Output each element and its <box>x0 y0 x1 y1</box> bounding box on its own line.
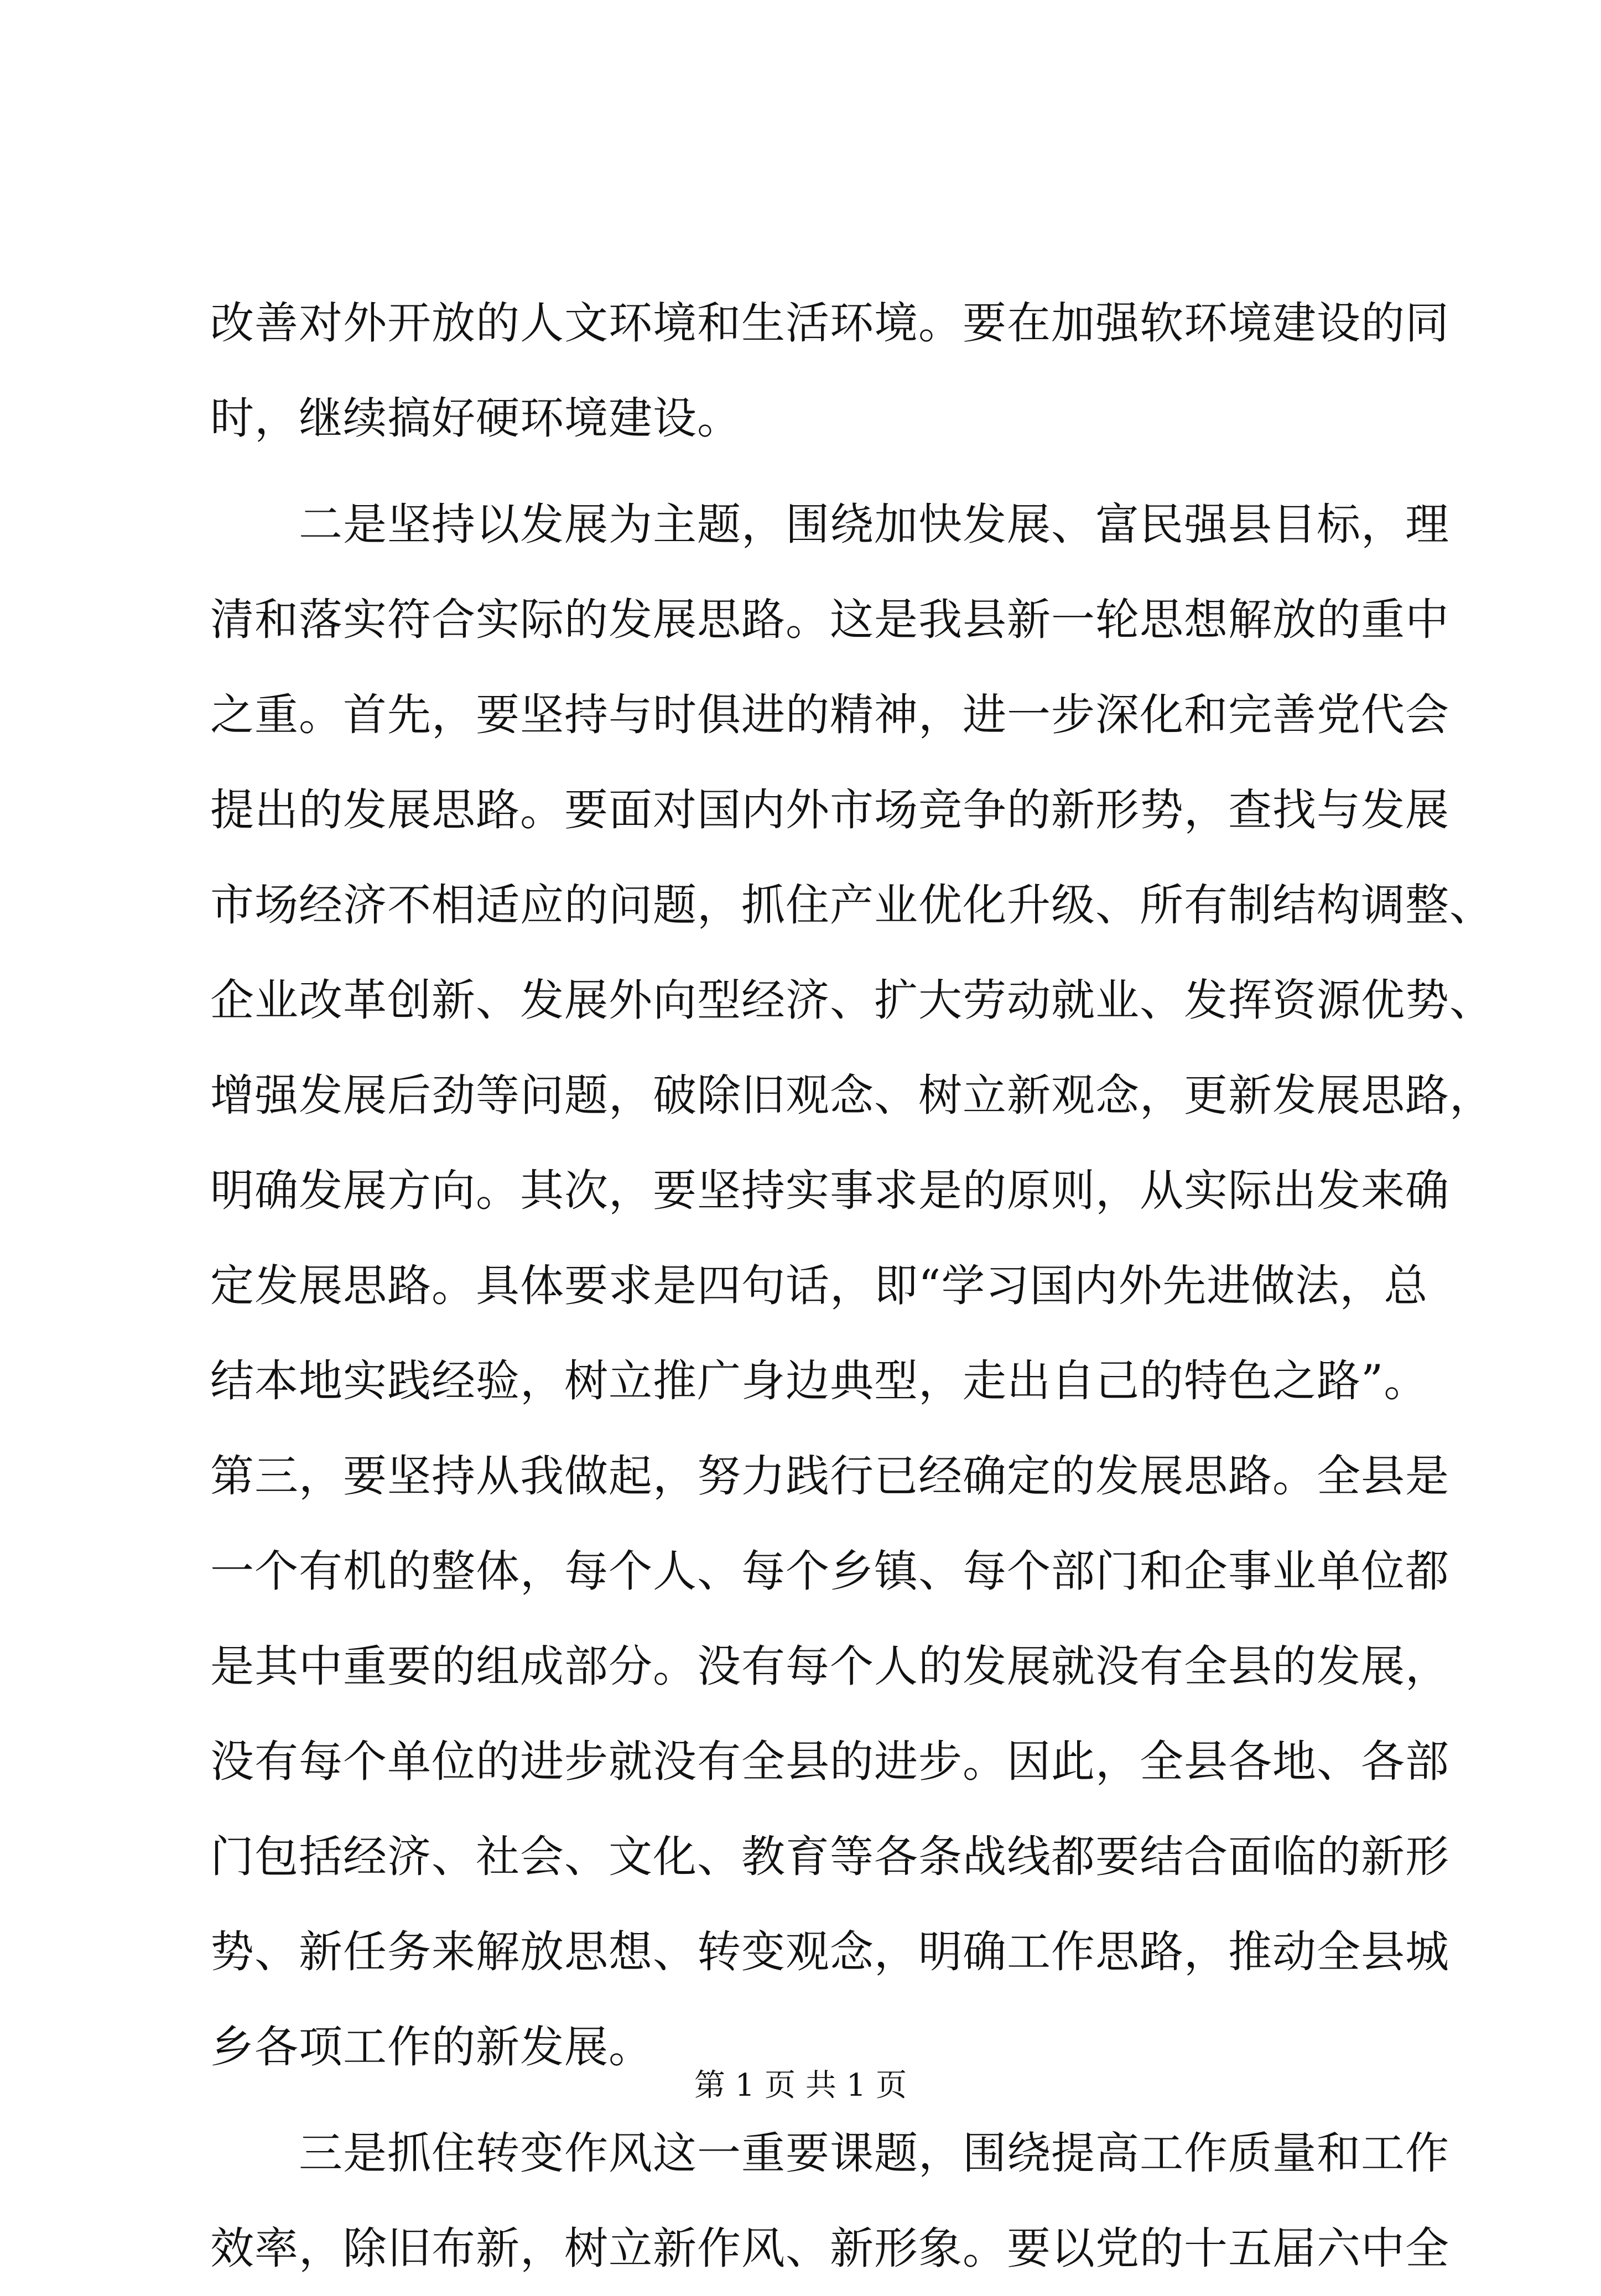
text-line: 改善对外开放的人文环境和生活环境。要在加强软环境建设的同 <box>210 298 1449 349</box>
text-line: 势、新任务来解放思想、转变观念，明确工作思路，推动全县城 <box>210 1926 1449 1977</box>
text-line: 一个有机的整体，每个人、每个乡镇、每个部门和企事业单位都 <box>210 1546 1449 1597</box>
text-line: 效率，除旧布新，树立新作风、新形象。要以党的十五届六中全 <box>210 2223 1449 2274</box>
text-line: 是其中重要的组成部分。没有每个人的发展就没有全县的发展， <box>210 1641 1449 1692</box>
text-line: 定发展思路。具体要求是四句话，即“学习国内外先进做法，总 <box>210 1260 1428 1311</box>
text-line: 增强发展后劲等问题，破除旧观念、树立新观念，更新发展思路， <box>210 1070 1494 1121</box>
page-footer: 第 1 页 共 1 页 <box>694 2068 907 2103</box>
text-line: 明确发展方向。其次，要坚持实事求是的原则，从实际出发来确 <box>210 1165 1449 1216</box>
text-line: 三是抓住转变作风这一重要课题，围绕提高工作质量和工作 <box>299 2128 1449 2179</box>
text-line: 没有每个单位的进步就没有全县的进步。因此，全县各地、各部 <box>210 1736 1449 1787</box>
text-line: 市场经济不相适应的问题，抓住产业优化升级、所有制结构调整、 <box>210 880 1494 931</box>
text-line: 门包括经济、社会、文化、教育等各条战线都要结合面临的新形 <box>210 1831 1449 1882</box>
text-line: 第三，要坚持从我做起，努力践行已经确定的发展思路。全县是 <box>210 1451 1449 1502</box>
text-line: 乡各项工作的新发展。 <box>210 2022 653 2072</box>
paragraph-gap <box>210 466 1405 477</box>
text-line: 时，继续搞好硬环境建设。 <box>210 393 741 444</box>
text-line: 提出的发展思路。要面对国内外市场竞争的新形势，查找与发展 <box>210 785 1449 835</box>
text-line: 结本地实践经验，树立推广身边典型，走出自己的特色之路”。 <box>210 1355 1428 1406</box>
text-line: 清和落实符合实际的发展思路。这是我县新一轮思想解放的重中 <box>210 594 1449 645</box>
text-line: 二是坚持以发展为主题，围绕加快发展、富民强县目标，理 <box>299 499 1449 550</box>
document-body <box>210 276 1494 2296</box>
text-line: 企业改革创新、发展外向型经济、扩大劳动就业、发挥资源优势、 <box>210 975 1494 1026</box>
text-line: 之重。首先，要坚持与时俱进的精神，进一步深化和完善党代会 <box>210 689 1449 740</box>
